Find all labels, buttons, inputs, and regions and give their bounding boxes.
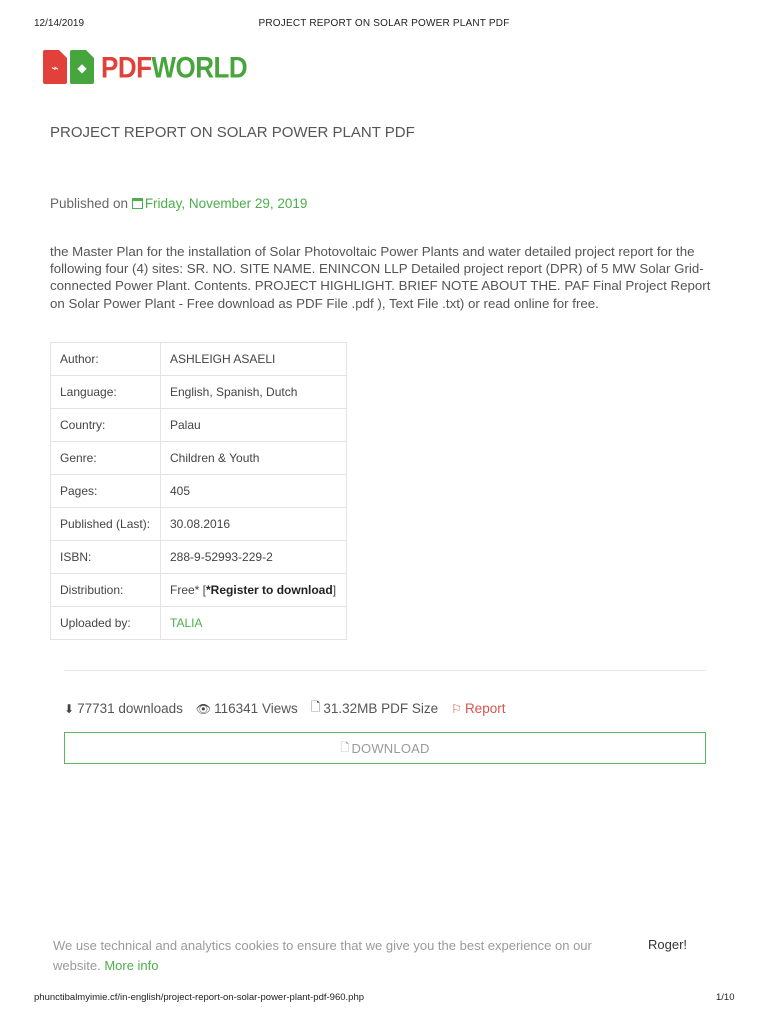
published-line <box>50 196 307 211</box>
published-last-label: Published (Last): <box>51 508 161 541</box>
table-row <box>51 343 347 376</box>
cookie-accept-button[interactable]: Roger! <box>648 937 688 952</box>
calendar-icon <box>132 198 143 209</box>
print-footer-url: phunctibalmyimie.cf/in-english/project-report-on-solar-power-plant-pdf-960.php <box>34 992 365 1003</box>
uploader-link[interactable]: TALIA <box>170 616 203 630</box>
download-button[interactable] <box>64 732 706 764</box>
published-date-text: Friday, November 29, 2019 <box>144 196 308 211</box>
logo-wordmark <box>101 49 248 85</box>
file-size: 31.32MB PDF Size <box>323 701 439 716</box>
site-logo[interactable] <box>43 49 247 85</box>
author-label: Author: <box>51 343 161 376</box>
logo-text-world: WORLD <box>151 49 248 85</box>
report-link[interactable] <box>451 701 505 716</box>
cookie-notice <box>53 936 638 976</box>
table-row <box>51 376 347 409</box>
published-label: Published on <box>50 196 132 211</box>
author-value: ASHLEIGH ASAELI <box>161 343 347 376</box>
uploader-label: Uploaded by: <box>51 607 161 640</box>
epub-file-icon: ◆ <box>70 50 94 84</box>
table-row <box>51 442 347 475</box>
table-row <box>51 574 347 607</box>
distribution-label: Distribution: <box>51 574 161 607</box>
downloads-stat <box>64 701 183 716</box>
country-label: Country: <box>51 409 161 442</box>
print-header-title: PROJECT REPORT ON SOLAR POWER PLANT PDF <box>258 18 510 29</box>
file-pdf-icon: 🗋 <box>340 741 350 754</box>
table-row <box>51 409 347 442</box>
more-info-link[interactable]: More info <box>104 958 159 973</box>
cookie-text: We use technical and analytics cookies to ensure that we give you the best experience on our website. <box>53 938 592 973</box>
distribution-suffix: ] <box>332 583 337 597</box>
language-value: English, Spanish, Dutch <box>161 376 347 409</box>
isbn-value: 288-9-52993-229-2 <box>161 541 347 574</box>
country-value: Palau <box>161 409 347 442</box>
download-icon: ⬇ <box>64 701 75 716</box>
size-stat <box>311 698 438 719</box>
genre-label: Genre: <box>51 442 161 475</box>
file-stats <box>64 698 518 719</box>
table-row <box>51 508 347 541</box>
genre-value: Children & Youth <box>161 442 347 475</box>
download-label: DOWNLOAD <box>351 740 430 756</box>
table-row <box>51 607 347 640</box>
report-label: Report <box>464 701 506 716</box>
print-footer-page: 1/10 <box>716 992 735 1003</box>
language-label: Language: <box>51 376 161 409</box>
pdf-file-icon: ⌁ <box>43 50 67 84</box>
logo-text-pdf: PDF <box>101 49 152 85</box>
eye-icon: 👁 <box>195 701 212 716</box>
distribution-value <box>161 574 347 607</box>
register-link[interactable]: *Register to download <box>206 583 333 597</box>
pages-label: Pages: <box>51 475 161 508</box>
description: the Master Plan for the installation of Solar Photovoltaic Power Plants and water detailed project report for the following four (4) sites: SR. NO. SITE NAME. ENINCON LLP Detailed project report (DPR) of 5 MW Solar Grid- connected Power Plant. Contents. PROJECT HIGHLIGHT. BRIEF NOTE ABOUT THE. PAF Final Project Report on Solar Power Plant - Free download as PDF File .pdf ), Text File .txt) or read online for free. <box>50 244 711 311</box>
downloads-count: 77731 downloads <box>77 701 183 716</box>
table-row <box>51 475 347 508</box>
published-last-value: 30.08.2016 <box>161 508 347 541</box>
page-title: PROJECT REPORT ON SOLAR POWER PLANT PDF <box>50 124 415 141</box>
views-count: 116341 Views <box>214 701 298 716</box>
divider <box>64 670 706 671</box>
published-date <box>132 196 308 211</box>
pages-value: 405 <box>161 475 347 508</box>
table-row <box>51 541 347 574</box>
flag-icon: ⚐ <box>451 701 462 716</box>
views-stat <box>196 701 298 716</box>
isbn-label: ISBN: <box>51 541 161 574</box>
print-header-date: 12/14/2019 <box>34 18 85 29</box>
book-meta-table <box>50 342 347 640</box>
uploader-cell <box>161 607 347 640</box>
file-icon: 🗋 <box>310 700 321 714</box>
distribution-prefix: Free* [ <box>170 583 207 597</box>
